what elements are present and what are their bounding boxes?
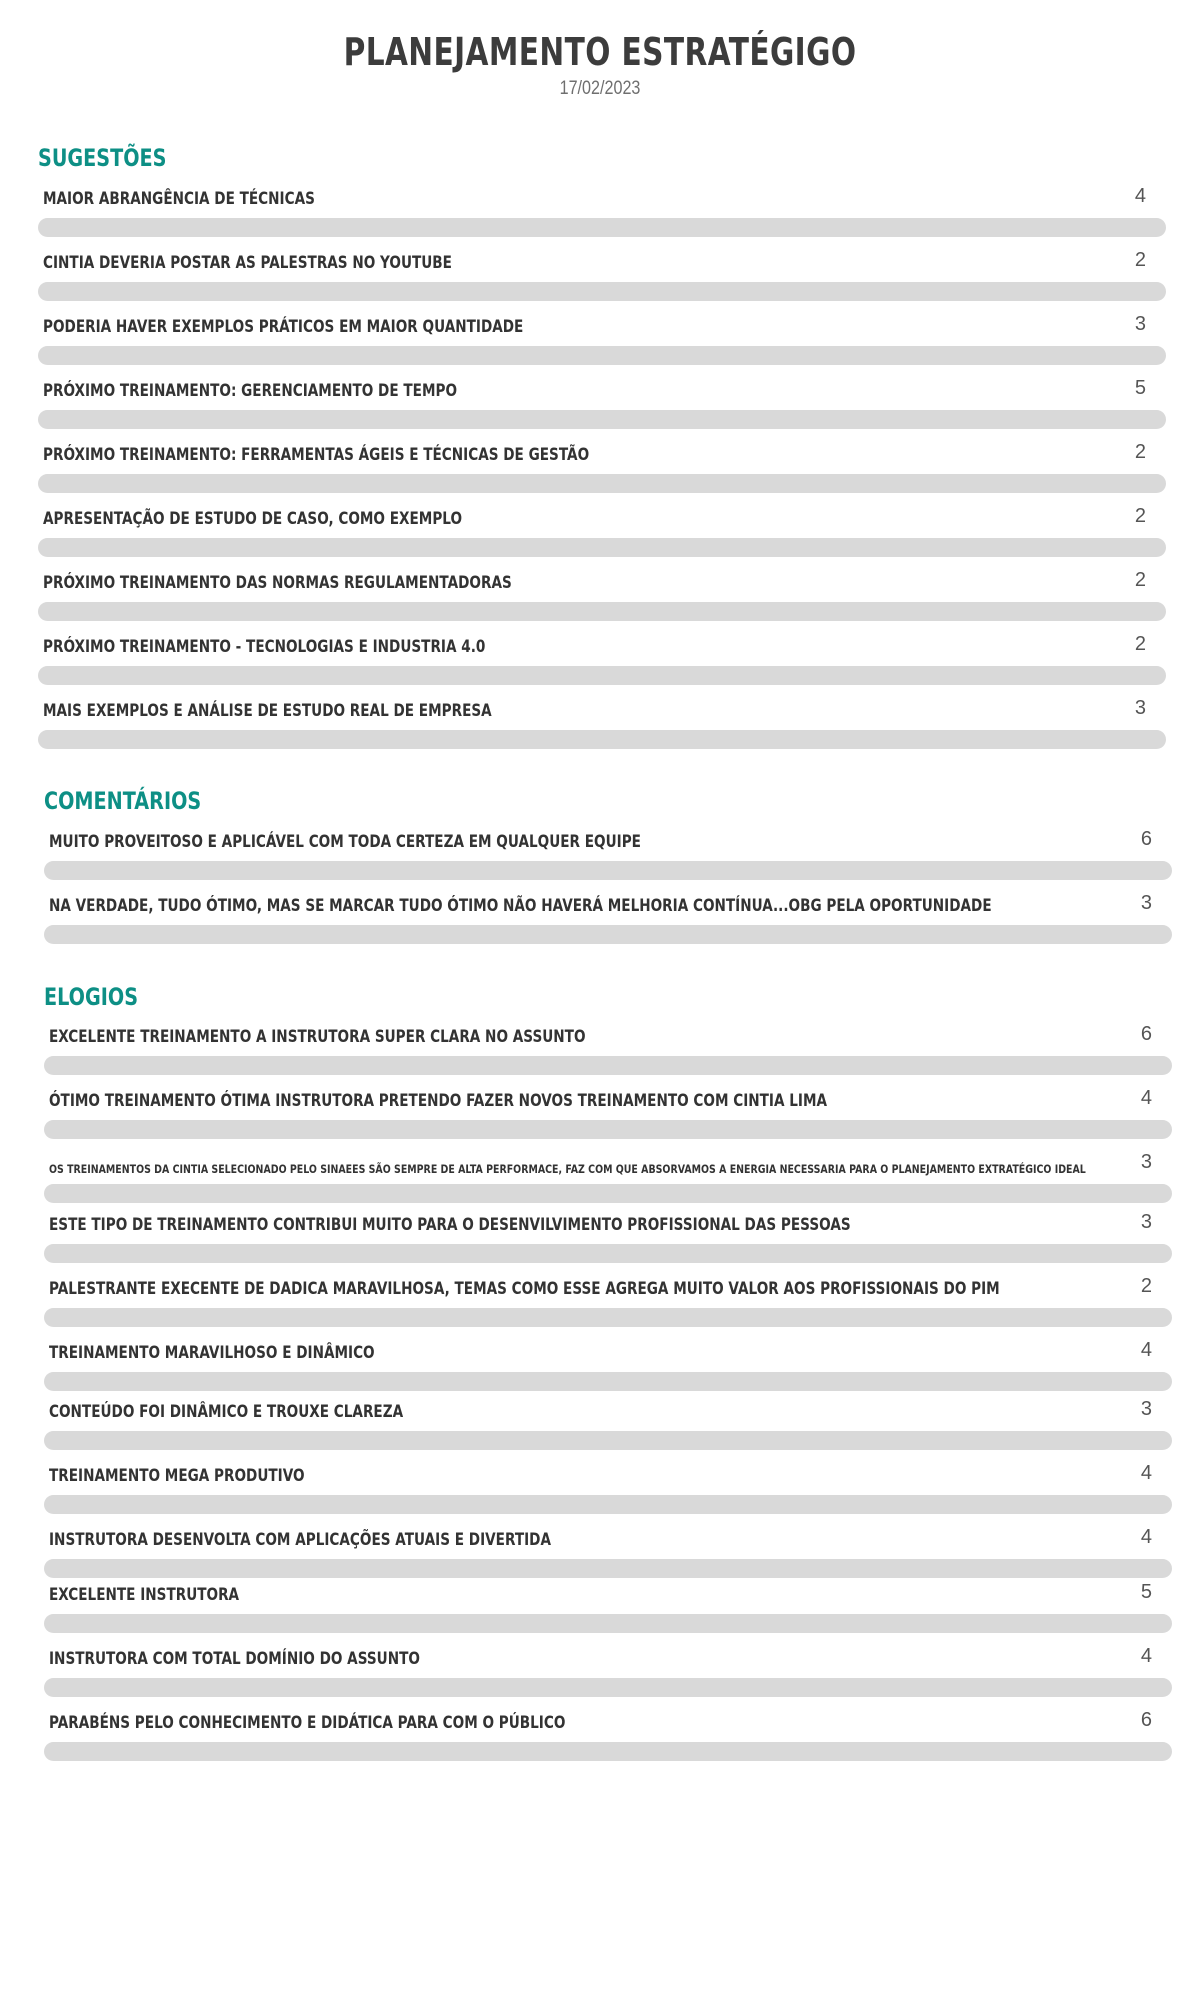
item-bar [38,346,1166,365]
item-bar [44,1308,1172,1327]
item-label: TREINAMENTO MARAVILHOSO E DINÂMICO [49,1343,375,1363]
item-label: PARABÉNS PELO CONHECIMENTO E DIDÁTICA PARA COM O PÚBLICO [49,1713,566,1733]
item-count: 6 [1140,828,1152,850]
list-item [38,568,1166,632]
list-item [44,1644,1172,1708]
list-item [44,1150,1172,1210]
list-item [38,632,1166,696]
item-label: PRÓXIMO TREINAMENTO DAS NORMAS REGULAMENTADORAS [43,573,512,593]
item-bar [38,730,1166,749]
item-bar [44,1559,1172,1578]
list-item [44,1338,1172,1397]
page-date: 17/02/2023 [559,78,641,99]
item-bar [38,474,1166,493]
item-bar [44,1742,1172,1761]
item-count: 2 [1140,1275,1152,1297]
item-label: PALESTRANTE EXECENTE DE DADICA MARAVILHOSA, TEMAS COMO ESSE AGREGA MUITO VALOR AOS PROFISSIONAIS DO PIM [49,1279,1000,1299]
item-label: CINTIA DEVERIA POSTAR AS PALESTRAS NO YOUTUBE [43,253,452,273]
item-label: MAIS EXEMPLOS E ANÁLISE DE ESTUDO REAL DE EMPRESA [43,701,492,721]
list-item [38,248,1166,312]
list-item [44,1580,1172,1644]
item-label: APRESENTAÇÃO DE ESTUDO DE CASO, COMO EXEMPLO [43,509,463,529]
list-item [38,696,1166,760]
item-label: MUITO PROVEITOSO E APLICÁVEL COM TODA CERTEZA EM QUALQUER EQUIPE [49,832,641,852]
item-label: TREINAMENTO MEGA PRODUTIVO [49,1466,305,1486]
item-count: 4 [1140,1645,1152,1667]
page-header [0,0,1200,100]
item-label: EXCELENTE TREINAMENTO A INSTRUTORA SUPER CLARA NO ASSUNTO [49,1027,586,1047]
item-label: EXCELENTE INSTRUTORA [49,1585,240,1605]
item-label: ÓTIMO TREINAMENTO ÓTIMA INSTRUTORA PRETENDO FAZER NOVOS TREINAMENTO COM CINTIA LIMA [49,1091,828,1111]
item-count: 2 [1134,441,1146,463]
item-bar [44,1495,1172,1514]
item-bar [38,218,1166,237]
item-bar [38,666,1166,685]
item-count: 6 [1140,1023,1152,1045]
item-count: 4 [1140,1087,1152,1109]
page-title: PLANEJAMENTO ESTRATÉGIGO [343,30,857,74]
item-label: INSTRUTORA DESENVOLTA COM APLICAÇÕES ATUAIS E DIVERTIDA [49,1530,551,1550]
item-count: 4 [1140,1462,1152,1484]
list-item [44,1461,1172,1525]
item-label: NA VERDADE, TUDO ÓTIMO, MAS SE MARCAR TUDO ÓTIMO NÃO HAVERÁ MELHORIA CONTÍNUA...OBG PELA OPORTUNIDADE [49,896,992,916]
section-title: COMENTÁRIOS [44,787,202,815]
item-bar [38,282,1166,301]
item-count: 4 [1134,185,1146,207]
item-count: 3 [1140,1398,1152,1420]
item-label: PRÓXIMO TREINAMENTO - TECNOLOGIAS E INDUSTRIA 4.0 [43,637,486,657]
item-label: INSTRUTORA COM TOTAL DOMÍNIO DO ASSUNTO [49,1649,420,1669]
item-bar [38,538,1166,557]
list-item [38,504,1166,568]
item-label: OS TREINAMENTOS DA CINTIA SELECIONADO PELO SINAEES SÃO SEMPRE DE ALTA PERFORMACE, FAZ COM QUE ABSORVAMOS A ENERGIA NECESSARIA PARA O PLANEJAMENTO EXTRATÉGICO IDEAL [49,1162,1086,1176]
list-item [44,1708,1172,1772]
list-item [38,184,1166,248]
item-count: 2 [1134,249,1146,271]
item-count: 5 [1140,1581,1152,1603]
item-bar [44,1244,1172,1263]
item-bar [44,861,1172,880]
item-label: PODERIA HAVER EXEMPLOS PRÁTICOS EM MAIOR QUANTIDADE [43,317,524,337]
item-count: 3 [1134,697,1146,719]
list-item [44,1525,1172,1580]
item-bar [38,602,1166,621]
list-item [44,1210,1172,1274]
item-bar [44,925,1172,944]
item-count: 4 [1140,1526,1152,1548]
item-label: PRÓXIMO TREINAMENTO: FERRAMENTAS ÁGEIS E TÉCNICAS DE GESTÃO [43,445,590,465]
section-comentarios [44,786,1172,955]
section-sugestoes [38,143,1166,760]
item-count: 3 [1140,1151,1152,1173]
list-item [38,376,1166,440]
list-item [44,1397,1172,1461]
item-count: 5 [1134,377,1146,399]
list-item [44,1022,1172,1086]
section-title: SUGESTÕES [38,144,167,172]
item-count: 3 [1134,313,1146,335]
list-item [44,891,1172,955]
item-label: PRÓXIMO TREINAMENTO: GERENCIAMENTO DE TEMPO [43,381,458,401]
item-bar [44,1120,1172,1139]
list-item [44,827,1172,891]
item-count: 4 [1140,1339,1152,1361]
list-item [38,440,1166,504]
list-item [44,1086,1172,1150]
item-bar [44,1678,1172,1697]
item-count: 6 [1140,1709,1152,1731]
section-title: ELOGIOS [44,983,139,1011]
item-bar [44,1184,1172,1203]
item-count: 2 [1134,569,1146,591]
item-count: 3 [1140,1211,1152,1233]
item-count: 2 [1134,505,1146,527]
item-bar [44,1372,1172,1391]
item-bar [38,410,1166,429]
item-bar [44,1431,1172,1450]
item-bar [44,1614,1172,1633]
list-item [38,312,1166,376]
section-elogios [44,982,1172,1772]
item-count: 3 [1140,892,1152,914]
item-label: MAIOR ABRANGÊNCIA DE TÉCNICAS [43,189,315,209]
list-item [44,1274,1172,1338]
item-label: ESTE TIPO DE TREINAMENTO CONTRIBUI MUITO PARA O DESENVILVIMENTO PROFISSIONAL DAS PESSOAS [49,1215,851,1235]
item-bar [44,1056,1172,1075]
item-label: CONTEÚDO FOI DINÂMICO E TROUXE CLAREZA [49,1402,404,1422]
item-count: 2 [1134,633,1146,655]
